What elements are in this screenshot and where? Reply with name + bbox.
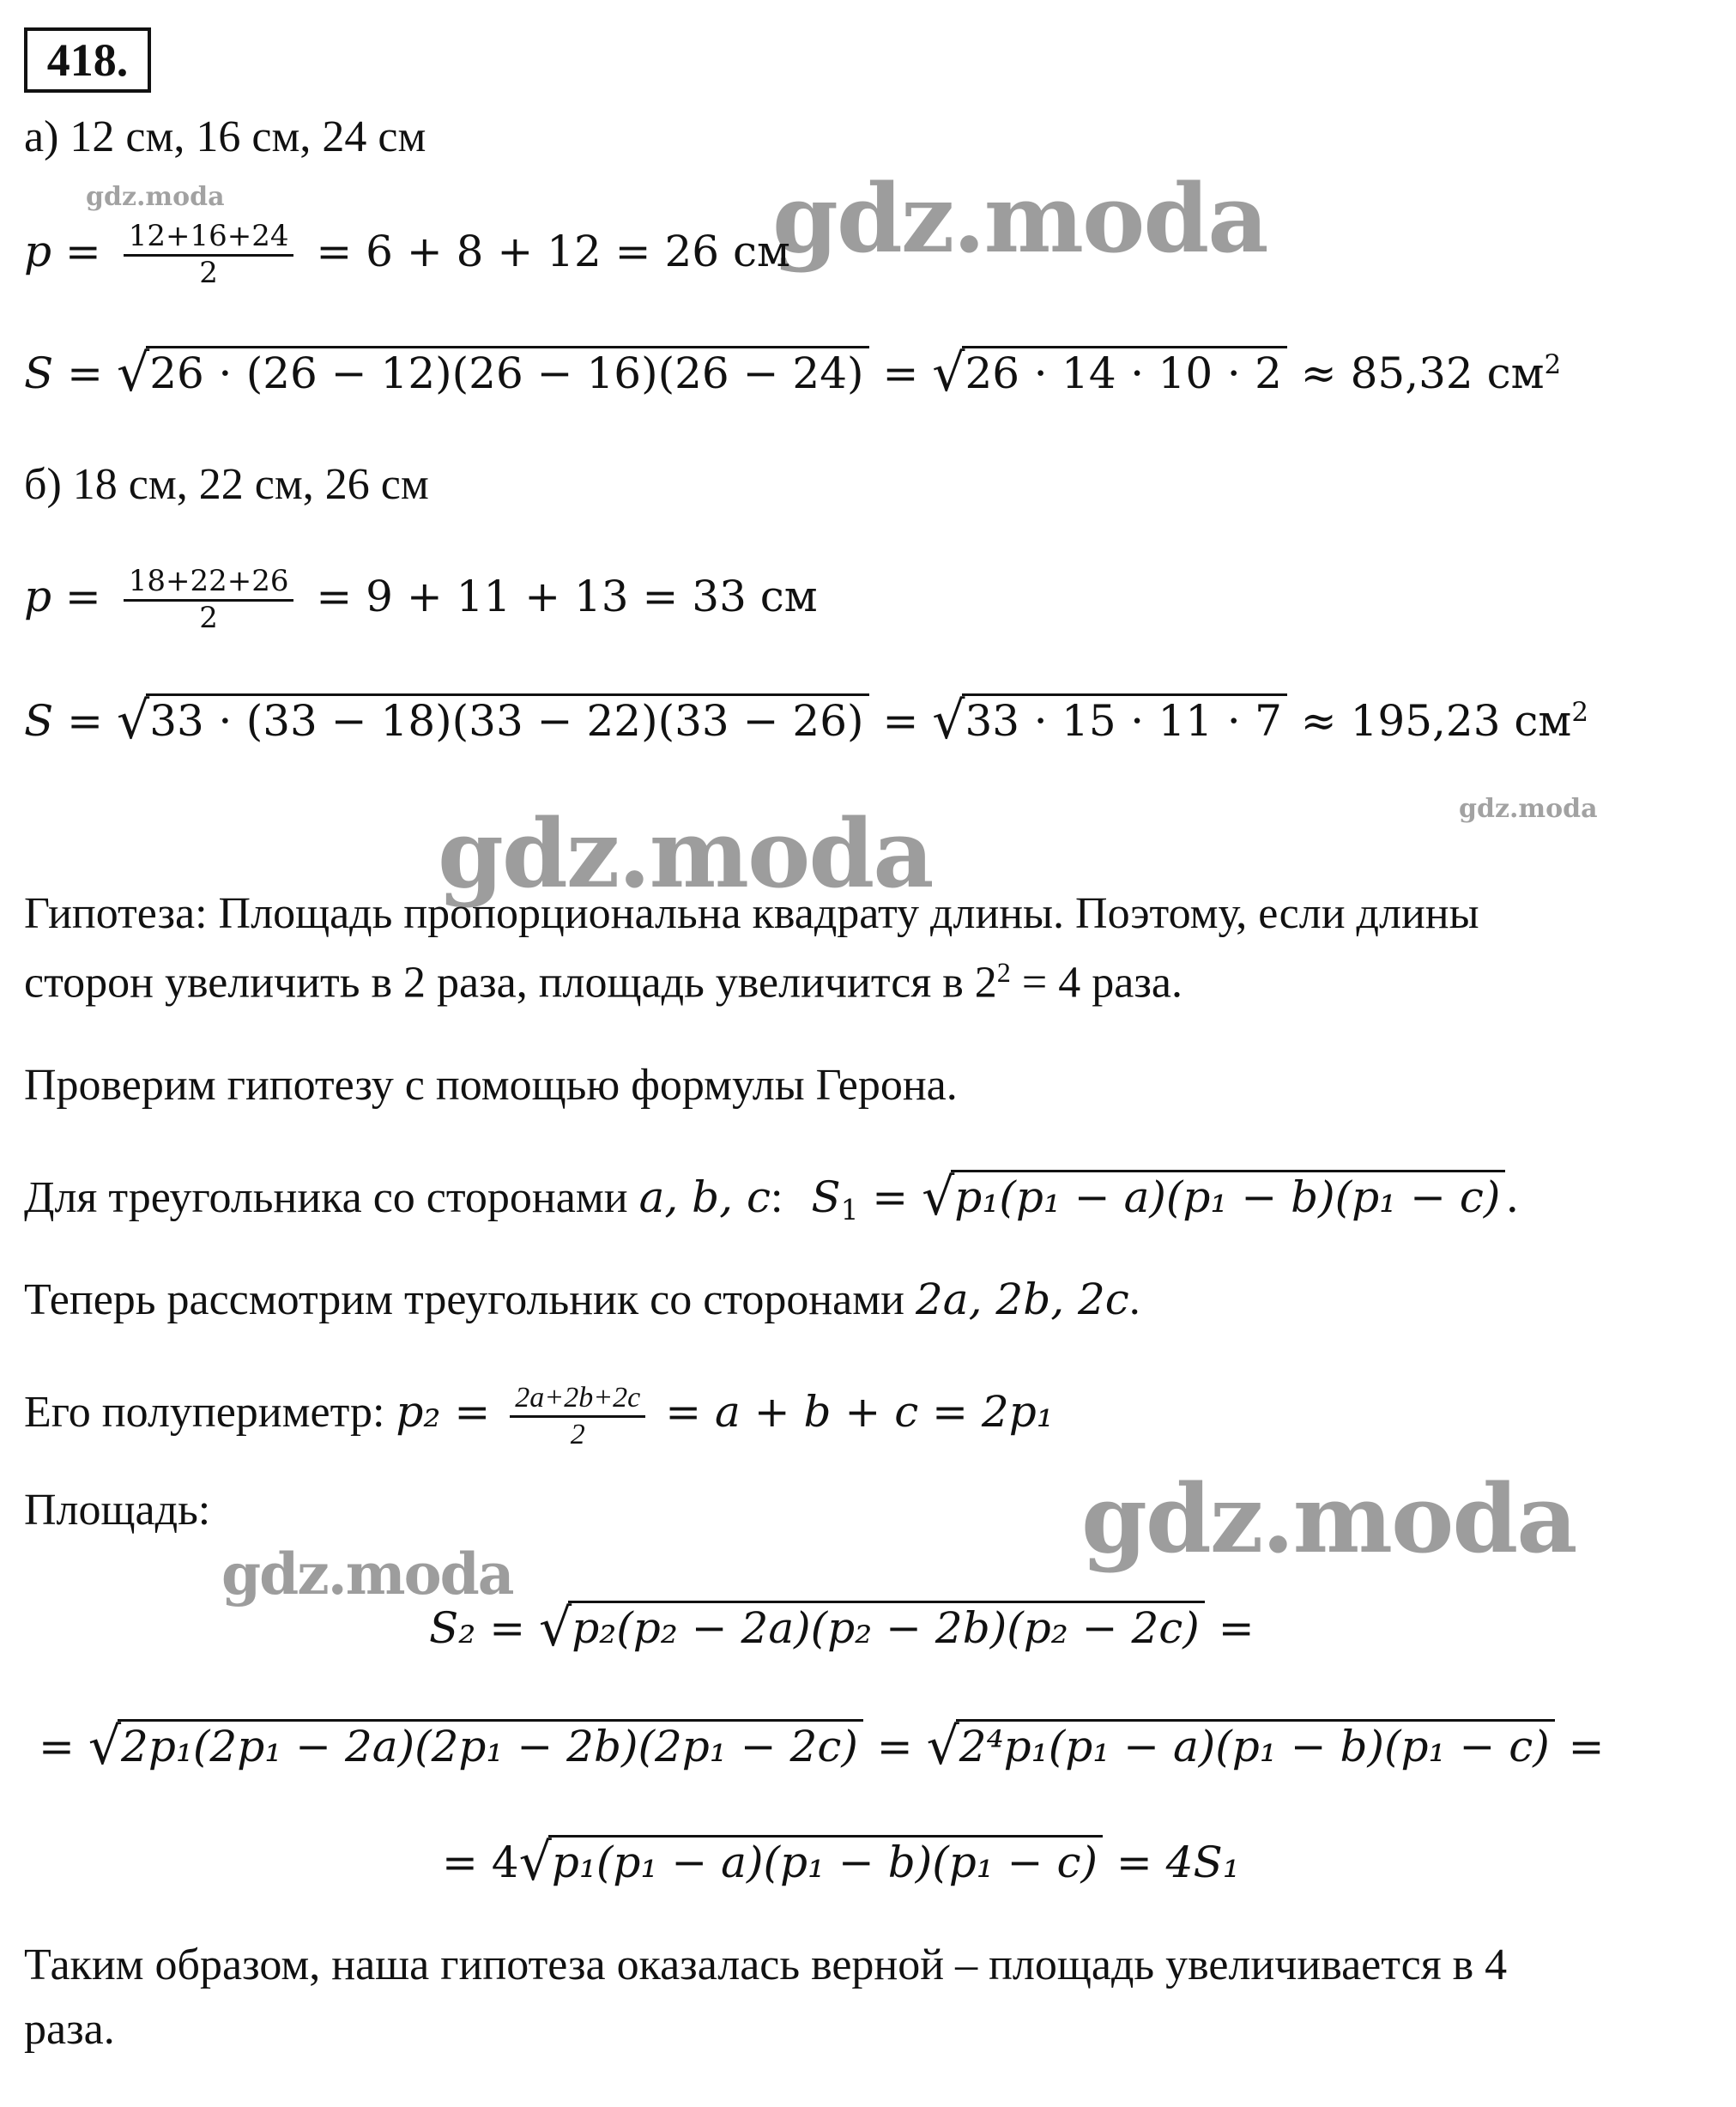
radicand-eq3: p₁(p₁ − a)(p₁ − b)(p₁ − c)	[548, 1835, 1103, 1887]
eq3-lead: = 4	[442, 1838, 519, 1887]
sqrt-2: √33 ⋅ 15 ⋅ 11 ⋅ 7	[932, 691, 1287, 751]
radicand-2: 33 ⋅ 15 ⋅ 11 ⋅ 7	[962, 693, 1287, 746]
semi-fraction	[510, 1381, 645, 1450]
triangle-1-dot: .	[1505, 1172, 1520, 1222]
radicand-eq2-b: 2⁴p₁(p₁ − a)(p₁ − b)(p₁ − c)	[956, 1719, 1555, 1771]
sqrt-eq2-a: √2p₁(2p₁ − 2a)(2p₁ − 2b)(2p₁ − 2c)	[88, 1716, 863, 1777]
radicand-eq2-a: 2p₁(2p₁ − 2a)(2p₁ − 2b)(2p₁ − 2c)	[118, 1719, 863, 1771]
watermark: gdz.moda	[1081, 1463, 1576, 1574]
s-result: ≈ 195,23 см	[1300, 696, 1572, 746]
hypothesis-line-2	[24, 957, 1183, 1008]
semi-rhs: = a + b + c = 2p₁	[665, 1387, 1054, 1437]
hypothesis-exp: 2	[996, 957, 1011, 988]
triangle-1-formula: $S_1 = √p_1(p_1 - a)(p_1 - b)(p_1 - c)$ .	[811, 1167, 1520, 1227]
radicand-eq1: p₂(p₂ − 2a)(p₂ − 2b)(p₂ − 2c)	[568, 1601, 1205, 1653]
eq1-tail: =	[1218, 1603, 1255, 1653]
part-b-semiperimeter	[24, 558, 818, 635]
p-denominator: 2	[199, 255, 218, 290]
s-result: ≈ 85,32 см	[1300, 348, 1545, 398]
part-a-heading: а) 12 см, 16 см, 24 см	[24, 112, 426, 161]
s1-symbol: S	[811, 1172, 841, 1222]
watermark-small: gdz.moda	[1459, 794, 1598, 824]
watermark-small: gdz.moda	[86, 182, 225, 212]
p-lhs: p =	[24, 227, 101, 276]
part-a-semiperimeter	[24, 213, 790, 290]
hypothesis-tail: = 4 раза.	[1010, 958, 1183, 1008]
eq2-tail: =	[1568, 1722, 1605, 1771]
s2-lhs: S₂ =	[429, 1603, 526, 1653]
semi-numerator: 2a+2b+2c	[510, 1381, 645, 1417]
triangle-2-line	[24, 1274, 1140, 1325]
eq3-tail: = 4S₁	[1116, 1838, 1240, 1887]
sqrt-eq2-b: √2⁴p₁(p₁ − a)(p₁ − b)(p₁ − c)	[927, 1716, 1555, 1777]
semi-denominator: 2	[570, 1418, 585, 1450]
s1-sub: 1	[840, 1194, 859, 1227]
sqrt-2: √26 ⋅ 14 ⋅ 10 ⋅ 2	[932, 343, 1287, 403]
sqrt-1: √26 ⋅ (26 − 12)(26 − 16)(26 − 24)	[117, 343, 869, 403]
p-numerator: 12+16+24	[124, 220, 294, 256]
part-a-area	[24, 343, 1561, 403]
triangle-1-text: Для треугольника со сторонами	[24, 1173, 639, 1222]
radicand-1: 33 ⋅ (33 − 18)(33 − 22)(33 − 26)	[146, 693, 868, 746]
semiperimeter-line	[24, 1373, 1054, 1451]
p-lhs: p =	[24, 572, 101, 621]
hypothesis-line-1: Гипотеза: Площадь пропорциональна квадрату длины. Поэтому, если длины	[24, 889, 1479, 938]
eq2-lead: =	[39, 1722, 75, 1771]
triangle-2-dot: .	[1128, 1275, 1140, 1324]
p-fraction	[124, 565, 294, 634]
watermark: gdz.moda	[221, 1541, 513, 1607]
watermark: gdz.moda	[772, 163, 1267, 274]
semi-text: Его полупериметр:	[24, 1388, 396, 1437]
area-label: Площадь:	[24, 1486, 211, 1535]
part-b-area	[24, 691, 1588, 751]
equation-3	[442, 1832, 1240, 1892]
triangle-1-line	[24, 1167, 1519, 1227]
p-rhs: = 9 + 11 + 13 = 33 см	[316, 572, 818, 621]
s-result-exp: 2	[1544, 348, 1562, 380]
equation-1	[429, 1598, 1255, 1658]
radicand-1: 26 ⋅ (26 − 12)(26 − 16)(26 − 24)	[146, 346, 868, 398]
check-line: Проверим гипотезу с помощью формулы Герона.	[24, 1061, 958, 1110]
triangle-1-vars: a, b, c	[638, 1172, 771, 1222]
eq2-mid: =	[876, 1722, 913, 1771]
radicand-s1: p₁(p₁ − a)(p₁ − b)(p₁ − c)	[951, 1170, 1505, 1222]
hypothesis-text: сторон увеличить в 2 раза, площадь увеличится в 2	[24, 958, 997, 1008]
radicand-2: 26 ⋅ 14 ⋅ 10 ⋅ 2	[962, 346, 1287, 398]
s-eq: =	[882, 348, 919, 398]
sqrt-s1: √p₁(p₁ − a)(p₁ − b)(p₁ − c)	[922, 1167, 1505, 1227]
part-b-heading: б) 18 см, 22 см, 26 см	[24, 460, 429, 509]
semi-lhs: p₂ =	[396, 1387, 491, 1437]
s-result-exp: 2	[1571, 696, 1589, 728]
equation-2	[39, 1716, 1605, 1777]
conclusion-line-2: раза.	[24, 2005, 115, 2054]
sqrt-eq1: √p₂(p₂ − 2a)(p₂ − 2b)(p₂ − 2c)	[539, 1598, 1205, 1658]
task-number: 418.	[24, 27, 151, 93]
sqrt-1: √33 ⋅ (33 − 18)(33 − 22)(33 − 26)	[117, 691, 869, 751]
p-denominator: 2	[199, 600, 218, 635]
s-lhs: S =	[24, 348, 104, 398]
triangle-1-colon: :	[770, 1173, 783, 1222]
p-fraction	[124, 220, 294, 289]
p-numerator: 18+22+26	[124, 565, 294, 601]
conclusion-line-1: Таким образом, наша гипотеза оказалась верной – площадь увеличивается в 4	[24, 1940, 1508, 1989]
s-eq: =	[882, 696, 919, 746]
triangle-2-vars: 2a, 2b, 2c	[915, 1274, 1129, 1324]
s-lhs: S =	[24, 696, 104, 746]
sqrt-eq3: √p₁(p₁ − a)(p₁ − b)(p₁ − c)	[519, 1832, 1103, 1892]
watermark: gdz.moda	[438, 798, 933, 909]
p-rhs: = 6 + 8 + 12 = 26 см	[316, 227, 790, 276]
triangle-2-text: Теперь рассмотрим треугольник со сторонами	[24, 1275, 916, 1324]
